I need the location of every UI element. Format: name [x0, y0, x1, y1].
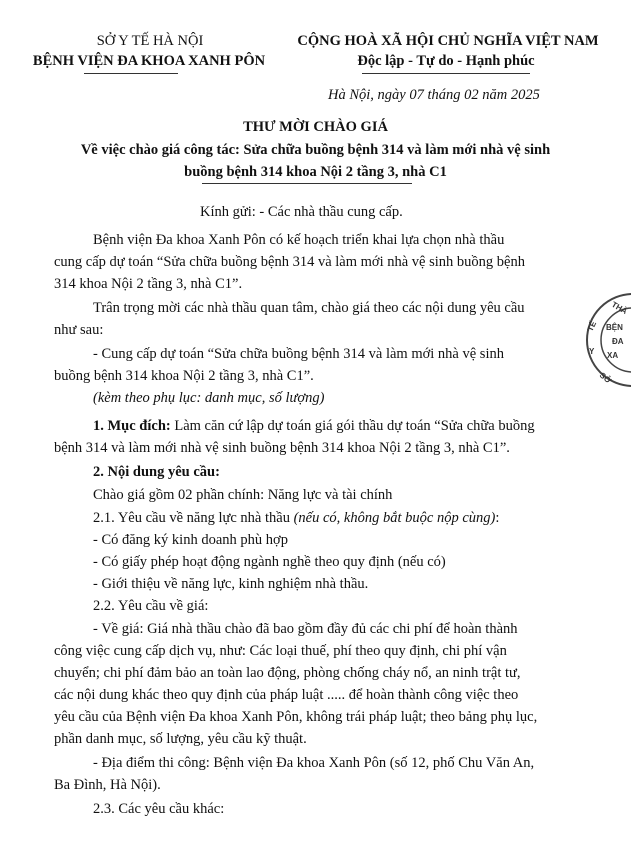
section-1-label: 1. Mục đích: [93, 418, 171, 434]
paragraph-line: chuyển; chi phí đảm bảo an toàn lao động, phòng chống cháy nổ, an ninh trật tư, [54, 665, 521, 681]
section-2-label: 2. Nội dung yêu cầu: [93, 464, 220, 480]
country-name: CỘNG HOÀ XÃ HỘI CHỦ NGHĨA VIỆT NAM [297, 33, 599, 49]
section-2-1-label: 2.1. Yêu cầu về năng lực nhà thầu [93, 510, 294, 526]
list-item: - Có đăng ký kinh doanh phù hợp [93, 532, 288, 548]
divider [362, 73, 530, 74]
section-2-2-label: 2.2. Yêu cầu về giá: [93, 598, 209, 614]
section-2-1-line [93, 509, 499, 527]
svg-text:BỆN: BỆN [606, 323, 623, 332]
document-date: Hà Nội, ngày 07 tháng 02 năm 2025 [328, 87, 540, 103]
section-2-3-label: 2.3. Các yêu cầu khác: [93, 801, 225, 817]
paragraph-line: Làm căn cứ lập dự toán giá gói thầu dự toán “Sửa chữa buồng [170, 418, 535, 434]
paragraph-line: Bệnh viện Đa khoa Xanh Pôn có kế hoạch triển khai lựa chọn nhà thầu [93, 232, 505, 248]
paragraph-line: các nội dung khác theo quy định của pháp luật ..... để hoàn thành công việc theo [54, 687, 519, 703]
paragraph-line: - Cung cấp dự toán “Sửa chữa buồng bệnh 314 và làm mới nhà vệ sinh [93, 346, 504, 362]
section-1-line [93, 417, 535, 435]
colon: : [495, 510, 500, 526]
attachment-note: (kèm theo phụ lục: danh mục, số lượng) [93, 390, 325, 406]
paragraph-line: Ba Đình, Hà Nội). [54, 777, 161, 793]
hospital-name: BỆNH VIỆN ĐA KHOA XANH PÔN [32, 53, 266, 69]
svg-text:THÀ: THÀ [610, 299, 629, 316]
paragraph-line: Chào giá gồm 02 phần chính: Năng lực và tài chính [93, 487, 393, 503]
section-2-1-note: (nếu có, không bắt buộc nộp cùng) [293, 510, 496, 526]
list-item: - Giới thiệu về năng lực, kinh nghiệm nhà thầu. [93, 576, 369, 592]
svg-text:Y: Y [589, 347, 595, 356]
document-title: THƯ MỜI CHÀO GIÁ [243, 119, 388, 135]
divider [84, 73, 178, 74]
paragraph-line: bệnh 314 và làm mới nhà vệ sinh buồng bệnh 314 khoa Nội 2 tầng 3, nhà C1”. [54, 440, 510, 456]
subject-line-1: Về việc chào giá công tác: Sửa chữa buồng bệnh 314 và làm mới nhà vệ sinh [80, 142, 551, 158]
paragraph-line: buồng bệnh 314 khoa Nội 2 tầng 3, nhà C1”. [54, 368, 314, 384]
paragraph-line: yêu cầu của Bệnh viện Đa khoa Xanh Pôn, không trái pháp luật; theo bảng phụ lục, [54, 709, 538, 725]
recipient-line: Kính gửi: - Các nhà thầu cung cấp. [200, 204, 403, 220]
svg-text:TẾ: TẾ [585, 319, 599, 333]
svg-text:ĐA: ĐA [612, 337, 624, 346]
subject-line-2: buồng bệnh 314 khoa Nội 2 tầng 3, nhà C1 [184, 164, 447, 180]
paragraph-line: công việc cung cấp dịch vụ, như: Các loại thuế, phí theo quy định, chi phí vận [54, 643, 507, 659]
official-seal [583, 292, 631, 392]
list-item: - Có giấy phép hoạt động ngành nghề theo quy định (nếu có) [93, 554, 446, 570]
agency-name: SỞ Y TẾ HÀ NỘI [96, 33, 204, 49]
paragraph-line: cung cấp dự toán “Sửa chữa buồng bệnh 314 và làm mới nhà vệ sinh buồng bệnh [54, 254, 525, 270]
svg-text:XA: XA [607, 351, 619, 360]
paragraph-line: 314 khoa Nội 2 tầng 3, nhà C1”. [54, 276, 243, 292]
paragraph-line: Trân trọng mời các nhà thầu quan tâm, chào giá theo các nội dung yêu cầu [93, 300, 525, 316]
paragraph-line: - Về giá: Giá nhà thầu chào đã bao gồm đầy đủ các chi phí để hoàn thành [93, 621, 518, 637]
paragraph-line: - Địa điểm thi công: Bệnh viện Đa khoa Xanh Pôn (số 12, phố Chu Văn An, [93, 755, 535, 771]
svg-text:SỞ: SỞ [597, 370, 613, 386]
paragraph-line: phần danh mục, số lượng, yêu cầu kỹ thuật. [54, 731, 307, 747]
motto: Độc lập - Tự do - Hạnh phúc [357, 53, 535, 69]
paragraph-line: như sau: [54, 322, 104, 338]
divider [202, 183, 412, 184]
